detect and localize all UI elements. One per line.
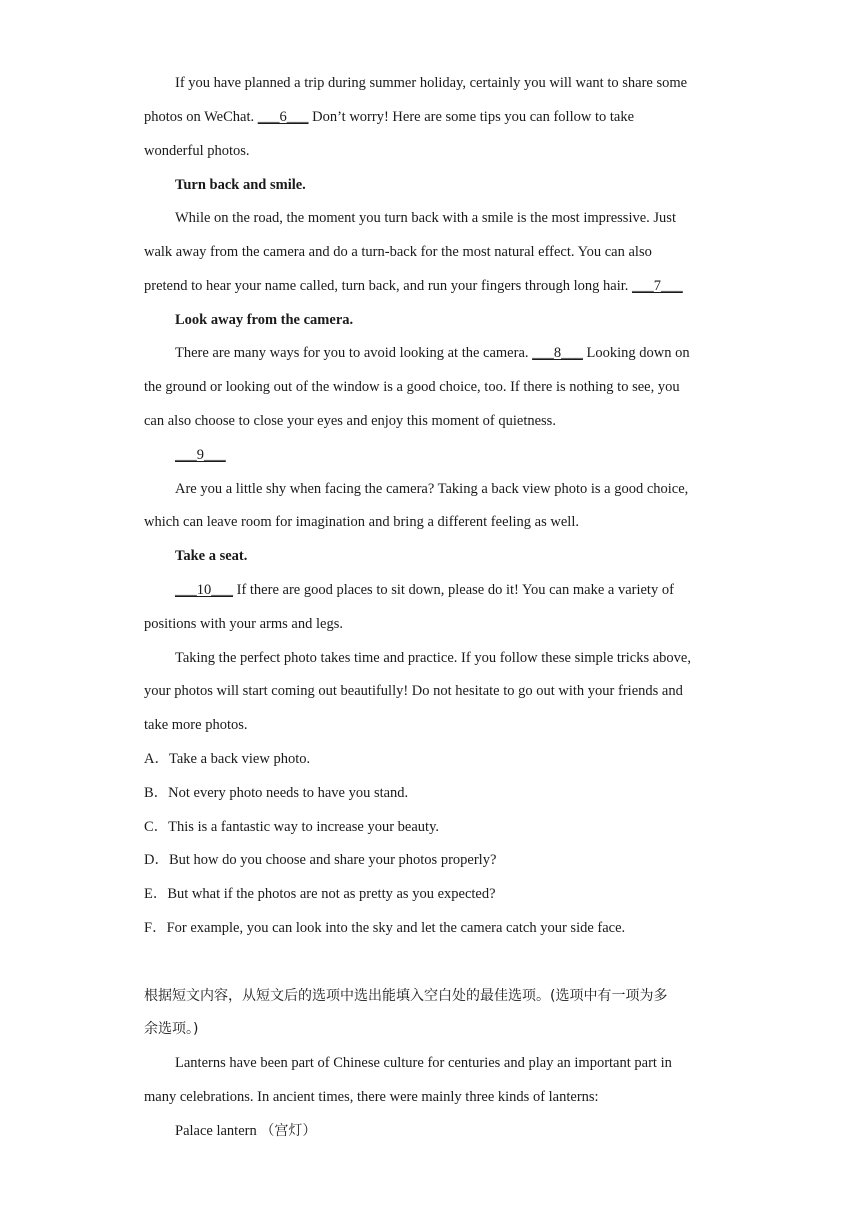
text-run: There are many ways for you to avoid looking at the camera.	[175, 345, 533, 361]
instruction-text: 余选项。)	[144, 1021, 199, 1037]
option-b: B．Not every photo needs to have you stand.	[144, 785, 409, 801]
passage-line	[144, 142, 250, 160]
passage-line: Lanterns have been part of Chinese culture for centuries and play an important part in	[175, 1055, 672, 1071]
passage-line	[144, 513, 579, 531]
passage-line	[144, 108, 634, 126]
passage-line	[144, 682, 683, 700]
passage-line	[144, 716, 248, 734]
text-run: positions with your arms and legs.	[144, 616, 343, 632]
section-heading	[175, 176, 306, 194]
option-text: Take a back view photo.	[168, 751, 311, 767]
option-letter: B	[144, 785, 154, 801]
text-run: can also choose to close your eyes and enjoy this moment of quietness.	[144, 413, 556, 429]
passage-line	[175, 74, 687, 92]
text-run: wonderful photos.	[144, 143, 250, 159]
option-letter: E	[144, 886, 153, 902]
option-a: A．Take a back view photo.	[144, 751, 311, 767]
text-run: If you have planned a trip during summer holiday, certainly you will want to share some	[175, 75, 688, 91]
option-letter: D	[144, 852, 155, 868]
passage-line	[144, 412, 556, 430]
passage-line: many celebrations. In ancient times, there were mainly three kinds of lanterns:	[144, 1089, 599, 1105]
text-run: Looking down on	[582, 345, 690, 361]
option-e: E．But what if the photos are not as pretty as you expected?	[144, 886, 496, 902]
passage-line	[175, 209, 676, 227]
answer-blank: ___8___	[532, 345, 583, 361]
option-text: Not every photo needs to have you stand.	[168, 785, 409, 801]
instruction-text: 根据短文内容，从短文后的选项中选出能填入空白处的最佳选项。(选项中有一项为多	[144, 988, 668, 1004]
passage-line	[144, 378, 680, 396]
text-run: walk away from the camera and do a turn-back for the most natural effect. You can also	[144, 244, 652, 260]
text-run: Are you a little shy when facing the camera? Taking a back view photo is a good choice,	[175, 481, 689, 497]
answer-blank: ___7___	[632, 278, 683, 294]
text-run: your photos will start coming out beautifully! Do not hesitate to go out with your friends and	[144, 683, 683, 699]
option-text: This is a fantastic way to increase your beauty.	[168, 819, 440, 835]
subheading	[175, 1122, 316, 1140]
option-c: C．This is a fantastic way to increase your beauty.	[144, 819, 440, 835]
passage-line	[144, 277, 683, 295]
section-heading	[175, 547, 247, 565]
subheading-cn: （宫灯）	[260, 1123, 317, 1139]
text-run: pretend to hear your name called, turn back, and run your fingers through long hair.	[144, 278, 633, 294]
text-run: photos on WeChat.	[144, 109, 258, 125]
text-run: Turn back and smile.	[175, 177, 306, 193]
option-d: D．But how do you choose and share your photos properly?	[144, 852, 497, 868]
passage-line	[144, 243, 652, 261]
passage-line	[175, 581, 674, 599]
text-run: Look away from the camera.	[175, 312, 354, 328]
option-letter: C	[144, 819, 154, 835]
text-run: While on the road, the moment you turn back with a smile is the most impressive. Just	[175, 210, 676, 226]
section-heading-blank	[175, 446, 226, 464]
text-run: which can leave room for imagination and bring a different feeling as well.	[144, 514, 579, 530]
passage-line	[175, 344, 690, 362]
option-text: But what if the photos are not as pretty as you expected?	[167, 886, 496, 902]
text-run: Don’t worry! Here are some tips you can follow to take	[308, 109, 635, 125]
answer-blank: ___10___	[175, 582, 233, 598]
answer-blank: ___6___	[257, 109, 309, 125]
text-run: Taking the perfect photo takes time and practice. If you follow these simple tricks above,	[175, 650, 691, 666]
option-letter: A	[144, 751, 155, 767]
passage-line	[144, 615, 343, 633]
text-run: If there are good places to sit down, please do it! You can make a variety of	[233, 582, 674, 598]
text-run: take more photos.	[144, 717, 248, 733]
section-heading	[175, 311, 353, 329]
option-text: For example, you can look into the sky and let the camera catch your side face.	[166, 920, 626, 936]
option-letter: F	[144, 920, 153, 936]
text-run: the ground or looking out of the window is a good choice, too. If there is nothing to see, you	[144, 379, 680, 395]
option-text: But how do you choose and share your photos properly?	[168, 852, 497, 868]
option-f: F．For example, you can look into the sky and let the camera catch your side face.	[144, 920, 626, 936]
subheading-en: Palace lantern	[175, 1123, 257, 1139]
passage-line	[175, 649, 691, 667]
text-run: Take a seat.	[175, 548, 248, 564]
passage-line	[175, 480, 688, 498]
answer-blank: ___9___	[175, 447, 226, 463]
